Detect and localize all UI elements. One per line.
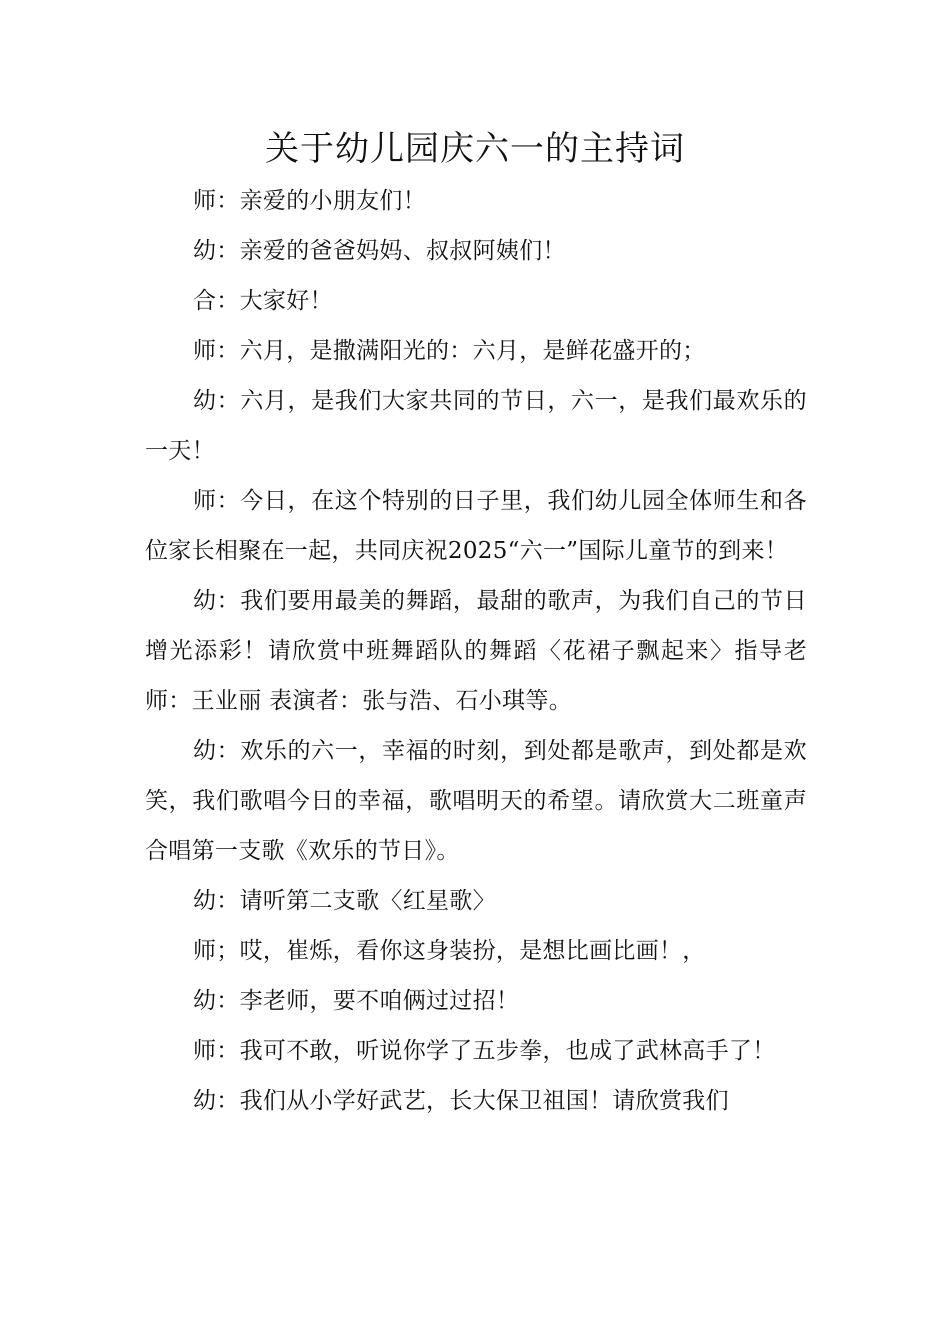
paragraph: 幼：我们要用最美的舞蹈，最甜的歌声，为我们自己的节日增光添彩！请欣赏中班舞蹈队的舞蹈〈花裙子飘起来〉指导老师：王业丽 表演者：张与浩、石小琪等。 bbox=[145, 588, 807, 714]
paragraph: 合：大家好！ bbox=[193, 288, 333, 314]
paragraph: 师；哎，崔烁，看你这身装扮，是想比画比画！， bbox=[193, 938, 706, 964]
paragraph: 幼：我们从小学好武艺，长大保卫祖国！请欣赏我们 bbox=[193, 1088, 729, 1114]
paragraph: 师：六月，是撒满阳光的：六月，是鲜花盛开的； bbox=[193, 338, 706, 364]
document-body bbox=[145, 176, 807, 1126]
paragraph: 幼：李老师，要不咱俩过过招！ bbox=[193, 988, 520, 1014]
paragraph: 幼：请听第二支歌〈红星歌〉 bbox=[193, 888, 496, 914]
paragraph: 师：我可不敢，听说你学了五步拳，也成了武林高手了！ bbox=[193, 1038, 776, 1064]
paragraph: 师：亲爱的小朋友们！ bbox=[193, 188, 426, 214]
paragraph: 幼：欢乐的六一，幸福的时刻，到处都是歌声，到处都是欢笑，我们歌唱今日的幸福，歌唱明天的希望。请欣赏大二班童声合唱第一支歌《欢乐的节日》。 bbox=[145, 738, 807, 864]
paragraph: 师：今日，在这个特别的日子里，我们幼儿园全体师生和各位家长相聚在一起，共同庆祝2025“六一”国际儿童节的到来！ bbox=[145, 488, 807, 564]
paragraph: 幼：六月，是我们大家共同的节日，六一，是我们最欢乐的一天！ bbox=[145, 388, 807, 464]
paragraph: 幼：亲爱的爸爸妈妈、叔叔阿姨们！ bbox=[193, 238, 566, 264]
document-title: 关于幼儿园庆六一的主持词 bbox=[265, 129, 685, 169]
